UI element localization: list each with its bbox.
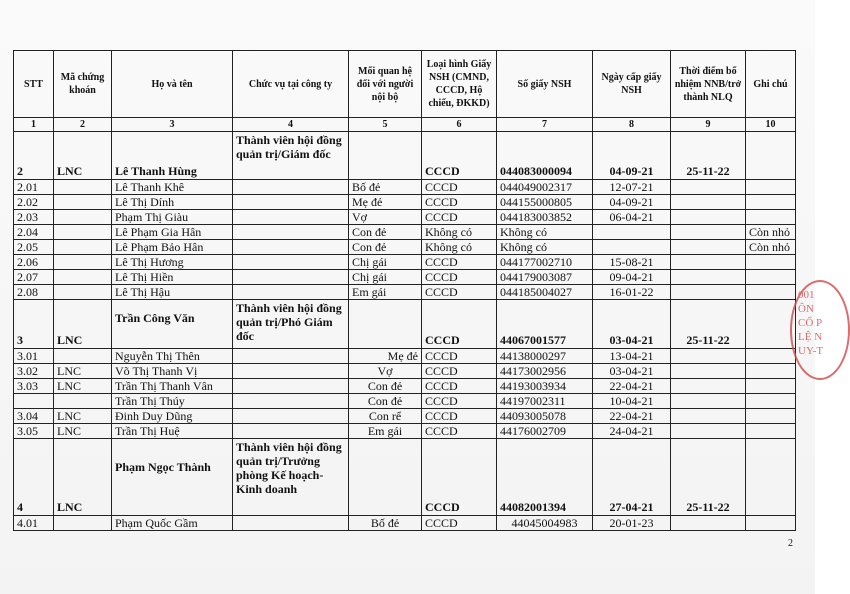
cell-position [233, 379, 349, 394]
cell-note [746, 439, 796, 516]
cell-full-name: Phạm Thị Giàu [112, 210, 233, 225]
cell-appoint-date [671, 379, 746, 394]
cell-appoint-date [671, 210, 746, 225]
table-row [14, 424, 796, 439]
cell-full-name: Lê Thị Hiền [112, 270, 233, 285]
column-number: 7 [497, 118, 593, 132]
cell-stock-code [54, 394, 112, 409]
cell-note [746, 210, 796, 225]
cell-position [233, 285, 349, 300]
header-row [14, 51, 796, 118]
table-row [14, 195, 796, 210]
cell-id-number: 44082001394 [497, 439, 593, 516]
cell-relation: Chị gái [349, 255, 422, 270]
cell-id-number: 44197002311 [497, 394, 593, 409]
cell-relation: Chị gái [349, 270, 422, 285]
cell-full-name: Lê Thị Hậu [112, 285, 233, 300]
cell-id-number: 44193003934 [497, 379, 593, 394]
cell-id-number: 044083000094 [497, 132, 593, 180]
cell-stock-code [54, 270, 112, 285]
cell-position [233, 255, 349, 270]
cell-relation: Con rể [349, 409, 422, 424]
cell-id-type: CCCD [422, 285, 497, 300]
cell-issue-date [593, 240, 671, 255]
cell-issue-date: 22-04-21 [593, 409, 671, 424]
column-number: 5 [349, 118, 422, 132]
cell-position [233, 195, 349, 210]
seal-text-line: CỔ P [798, 317, 823, 329]
cell-stt: 3.04 [14, 409, 54, 424]
cell-appoint-date [671, 424, 746, 439]
cell-id-number: 044177002710 [497, 255, 593, 270]
cell-position [233, 210, 349, 225]
cell-appoint-date [671, 255, 746, 270]
cell-issue-date: 03-04-21 [593, 300, 671, 349]
cell-issue-date: 10-04-21 [593, 394, 671, 409]
cell-note [746, 379, 796, 394]
cell-id-type: CCCD [422, 180, 497, 195]
header-full-name: Họ và tên [112, 51, 233, 118]
cell-issue-date [593, 225, 671, 240]
cell-id-type: CCCD [422, 349, 497, 364]
header-note: Ghi chú [746, 51, 796, 118]
cell-position [233, 180, 349, 195]
cell-position [233, 270, 349, 285]
column-number: 1 [14, 118, 54, 132]
cell-appoint-date [671, 180, 746, 195]
cell-appoint-date: 25-11-22 [671, 439, 746, 516]
cell-id-number: 044185004027 [497, 285, 593, 300]
cell-issue-date: 24-04-21 [593, 424, 671, 439]
column-number: 6 [422, 118, 497, 132]
cell-appoint-date: 25-11-22 [671, 132, 746, 180]
cell-id-type: CCCD [422, 132, 497, 180]
cell-id-type: CCCD [422, 270, 497, 285]
table-row [14, 132, 796, 180]
cell-relation: Mẹ đẻ [349, 195, 422, 210]
cell-position [233, 424, 349, 439]
cell-stock-code [54, 516, 112, 531]
seal-text-line: LỆ N [798, 331, 823, 343]
cell-appoint-date [671, 270, 746, 285]
cell-stock-code: LNC [54, 379, 112, 394]
cell-issue-date: 04-09-21 [593, 132, 671, 180]
seal-text-line: ÔN [798, 303, 814, 315]
cell-relation: Con đẻ [349, 225, 422, 240]
cell-stt: 3.03 [14, 379, 54, 394]
cell-appoint-date [671, 285, 746, 300]
cell-relation: Em gái [349, 285, 422, 300]
cell-relation [349, 132, 422, 180]
cell-id-number: 44093005078 [497, 409, 593, 424]
cell-full-name: Lê Thị Hương [112, 255, 233, 270]
seal-text-line: 001 [798, 289, 815, 301]
cell-id-number: 44173002956 [497, 364, 593, 379]
table-row [14, 255, 796, 270]
cell-full-name: Phạm Quốc Gầm [112, 516, 233, 531]
cell-note [746, 180, 796, 195]
cell-issue-date: 12-07-21 [593, 180, 671, 195]
cell-note [746, 195, 796, 210]
cell-note [746, 300, 796, 349]
cell-id-number: 44176002709 [497, 424, 593, 439]
cell-position [233, 394, 349, 409]
cell-position [233, 516, 349, 531]
cell-id-type: CCCD [422, 195, 497, 210]
cell-relation [349, 300, 422, 349]
cell-stock-code [54, 285, 112, 300]
cell-note [746, 349, 796, 364]
cell-id-type: CCCD [422, 300, 497, 349]
cell-issue-date: 09-04-21 [593, 270, 671, 285]
cell-stock-code [54, 195, 112, 210]
cell-relation: Con đẻ [349, 240, 422, 255]
cell-stt: 2.01 [14, 180, 54, 195]
cell-id-type: CCCD [422, 424, 497, 439]
cell-stt: 2.03 [14, 210, 54, 225]
column-number: 4 [233, 118, 349, 132]
cell-appoint-date [671, 240, 746, 255]
cell-appoint-date [671, 394, 746, 409]
cell-note: Còn nhỏ [746, 240, 796, 255]
header-id-type: Loại hình Giấy NSH (CMND, CCCD, Hộ chiếu, ĐKKD) [422, 51, 497, 118]
column-number-row [14, 118, 796, 132]
cell-stt: 2.05 [14, 240, 54, 255]
table-row [14, 439, 796, 516]
cell-note [746, 132, 796, 180]
column-number: 8 [593, 118, 671, 132]
cell-position [233, 240, 349, 255]
cell-full-name: Nguyễn Thị Thên [112, 349, 233, 364]
table-row [14, 364, 796, 379]
cell-full-name: Trần Thị Thúy [112, 394, 233, 409]
cell-note [746, 285, 796, 300]
cell-stock-code [54, 210, 112, 225]
cell-note [746, 394, 796, 409]
seal-text-line: UY-T [798, 345, 824, 357]
cell-issue-date: 03-04-21 [593, 364, 671, 379]
table-row [14, 240, 796, 255]
cell-note [746, 516, 796, 531]
cell-note [746, 364, 796, 379]
cell-id-number: 044049002317 [497, 180, 593, 195]
column-number: 9 [671, 118, 746, 132]
cell-stt: 2.08 [14, 285, 54, 300]
cell-stock-code: LNC [54, 300, 112, 349]
cell-relation [349, 439, 422, 516]
cell-stt: 4.01 [14, 516, 54, 531]
cell-stock-code: LNC [54, 132, 112, 180]
cell-appoint-date [671, 195, 746, 210]
cell-appoint-date: 25-11-22 [671, 300, 746, 349]
column-number: 2 [54, 118, 112, 132]
cell-id-number: 044183003852 [497, 210, 593, 225]
cell-stock-code: LNC [54, 439, 112, 516]
cell-stt: 2.04 [14, 225, 54, 240]
cell-full-name: Trần Thị Huệ [112, 424, 233, 439]
cell-id-number: Không có [497, 240, 593, 255]
table-row [14, 270, 796, 285]
cell-id-type: CCCD [422, 255, 497, 270]
table-row [14, 210, 796, 225]
cell-relation: Con đẻ [349, 394, 422, 409]
cell-id-number: 44067001577 [497, 300, 593, 349]
cell-issue-date: 16-01-22 [593, 285, 671, 300]
cell-full-name: Lê Thanh Khê [112, 180, 233, 195]
cell-stock-code [54, 240, 112, 255]
cell-relation: Vợ [349, 210, 422, 225]
cell-position [233, 225, 349, 240]
cell-position: Thành viên hội đồng quản trị/Phó Giám đốc [233, 300, 349, 349]
cell-stock-code: LNC [54, 409, 112, 424]
header-stt: STT [14, 51, 54, 118]
company-seal [790, 280, 850, 380]
table-row [14, 379, 796, 394]
cell-stt: 3.01 [14, 349, 54, 364]
cell-position [233, 409, 349, 424]
table-row [14, 300, 796, 349]
cell-note [746, 255, 796, 270]
cell-issue-date: 20-01-23 [593, 516, 671, 531]
header-relation: Mối quan hệ đối với người nội bộ [349, 51, 422, 118]
cell-issue-date: 27-04-21 [593, 439, 671, 516]
cell-note [746, 270, 796, 285]
table-row [14, 225, 796, 240]
cell-stt: 2 [14, 132, 54, 180]
cell-issue-date: 04-09-21 [593, 195, 671, 210]
cell-position: Thành viên hội đồng quản trị/Trưởng phòng Kế hoạch-Kinh doanh [233, 439, 349, 516]
cell-issue-date: 22-04-21 [593, 379, 671, 394]
page-number: 2 [788, 538, 793, 549]
table-row [14, 349, 796, 364]
cell-note: Còn nhỏ [746, 225, 796, 240]
cell-appoint-date [671, 349, 746, 364]
cell-appoint-date [671, 516, 746, 531]
cell-id-type: CCCD [422, 409, 497, 424]
cell-id-type: Không có [422, 240, 497, 255]
cell-note [746, 409, 796, 424]
cell-relation: Em gái [349, 424, 422, 439]
cell-stt: 2.07 [14, 270, 54, 285]
insider-table [13, 50, 796, 531]
cell-id-type: CCCD [422, 439, 497, 516]
cell-position: Thành viên hội đồng quản trị/Giám đốc [233, 132, 349, 180]
header-id-number: Số giấy NSH [497, 51, 593, 118]
cell-id-number: Không có [497, 225, 593, 240]
cell-full-name: Đinh Duy Dũng [112, 409, 233, 424]
cell-stt: 2.06 [14, 255, 54, 270]
cell-full-name: Lê Thanh Hùng [112, 132, 233, 180]
cell-appoint-date [671, 364, 746, 379]
cell-id-type: Không có [422, 225, 497, 240]
cell-full-name: Phạm Ngọc Thành [112, 439, 233, 516]
cell-id-number: 44045004983 [497, 516, 593, 531]
cell-stock-code [54, 225, 112, 240]
cell-stt: 3.05 [14, 424, 54, 439]
cell-id-type: CCCD [422, 364, 497, 379]
cell-note [746, 424, 796, 439]
cell-position [233, 364, 349, 379]
column-number: 10 [746, 118, 796, 132]
cell-relation: Con đẻ [349, 379, 422, 394]
cell-relation: Vợ [349, 364, 422, 379]
cell-full-name: Trần Công Văn [112, 300, 233, 349]
cell-stt: 3 [14, 300, 54, 349]
cell-stt [14, 394, 54, 409]
table-row [14, 394, 796, 409]
cell-id-type: CCCD [422, 210, 497, 225]
cell-stt: 4 [14, 439, 54, 516]
header-stock-code: Mã chứng khoán [54, 51, 112, 118]
header-issue-date: Ngày cấp giấy NSH [593, 51, 671, 118]
cell-full-name: Lê Phạm Bảo Hân [112, 240, 233, 255]
cell-stock-code [54, 349, 112, 364]
cell-issue-date: 15-08-21 [593, 255, 671, 270]
cell-relation: Mẹ đẻ [349, 349, 422, 364]
cell-stock-code [54, 180, 112, 195]
cell-id-number: 044179003087 [497, 270, 593, 285]
cell-appoint-date [671, 409, 746, 424]
table-row [14, 516, 796, 531]
cell-relation: Bố đẻ [349, 516, 422, 531]
column-number: 3 [112, 118, 233, 132]
table-row [14, 180, 796, 195]
cell-stt: 3.02 [14, 364, 54, 379]
cell-position [233, 349, 349, 364]
cell-full-name: Lê Thị Dính [112, 195, 233, 210]
table-row [14, 285, 796, 300]
cell-full-name: Lê Phạm Gia Hân [112, 225, 233, 240]
cell-issue-date: 06-04-21 [593, 210, 671, 225]
table-row [14, 409, 796, 424]
cell-id-type: CCCD [422, 516, 497, 531]
cell-full-name: Võ Thị Thanh Vị [112, 364, 233, 379]
cell-appoint-date [671, 225, 746, 240]
cell-issue-date: 13-04-21 [593, 349, 671, 364]
header-appoint-date: Thời điểm bổ nhiệm NNB/trở thành NLQ [671, 51, 746, 118]
cell-id-type: CCCD [422, 379, 497, 394]
cell-id-number: 44138000297 [497, 349, 593, 364]
cell-stock-code: LNC [54, 364, 112, 379]
cell-full-name: Trần Thị Thanh Vân [112, 379, 233, 394]
cell-stock-code: LNC [54, 424, 112, 439]
cell-id-number: 044155000805 [497, 195, 593, 210]
cell-stock-code [54, 255, 112, 270]
header-position: Chức vụ tại công ty [233, 51, 349, 118]
cell-stt: 2.02 [14, 195, 54, 210]
cell-relation: Bố đẻ [349, 180, 422, 195]
cell-id-type: CCCD [422, 394, 497, 409]
